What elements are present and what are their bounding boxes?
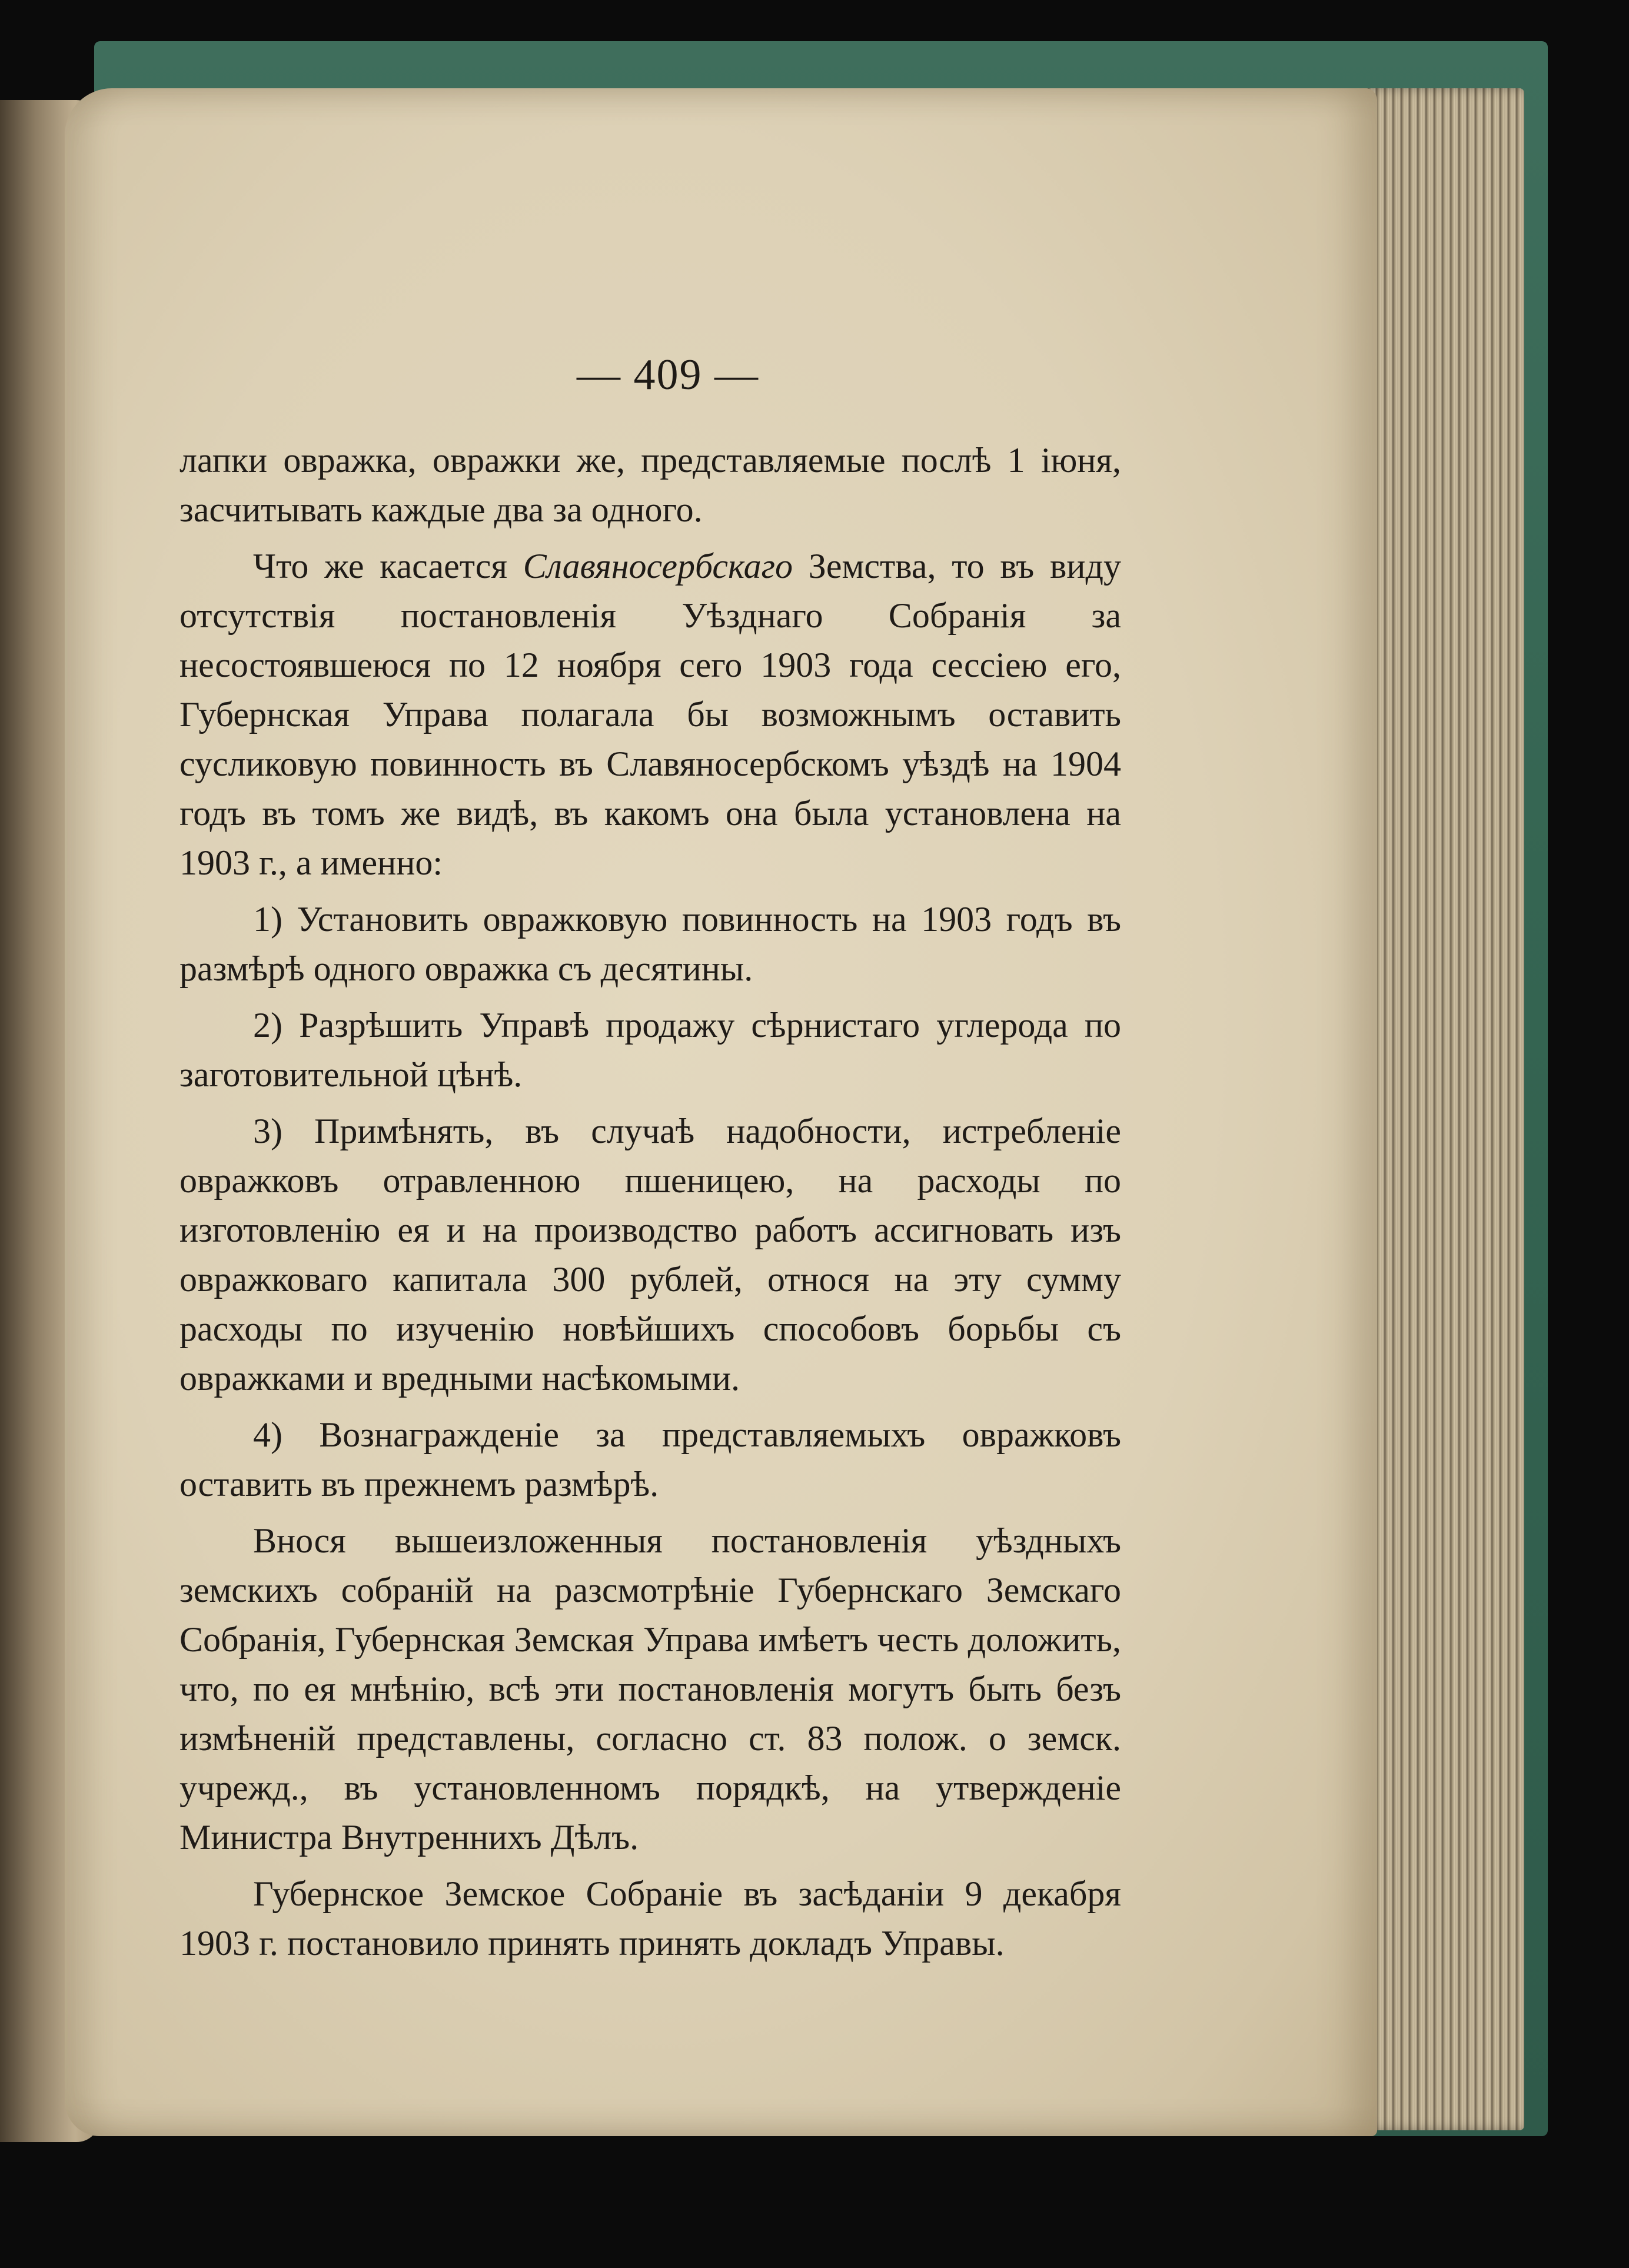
paragraph-6 <box>179 1410 1121 1509</box>
paragraph-4 <box>179 1000 1121 1099</box>
paragraph-8 <box>179 1869 1121 1968</box>
paragraph-5 <box>179 1106 1121 1403</box>
paragraph-7 <box>179 1516 1121 1862</box>
paragraph-4-text: 2) Разрѣшить Управѣ продажу сѣрнистаго углерода по заготовительной цѣнѣ. <box>179 1006 1121 1094</box>
paragraph-2-text-start: Что же касается <box>253 547 523 586</box>
paragraph-3-text: 1) Установить овражковую повинность на 1903 годъ въ размѣрѣ одного овражка съ десятины. <box>179 900 1121 988</box>
paragraph-5-text: 3) Примѣнять, въ случаѣ надобности, истребленіе овражковъ отравленною пшеницею, на расходы по изготовленію ея и на производство работъ ассигновать изъ овражковаго капитала 300 рублей, относя на эту сумму расходы по изученію новѣйшихъ способовъ борьбы съ овражками и вредными насѣкомыми. <box>179 1112 1121 1398</box>
paragraph-3 <box>179 894 1121 993</box>
paragraph-2-text-end: Земства, то въ виду отсутствія постановленія Уѣзднаго Собранія за несостоявшеюся по 12 ноября сего 1903 года сессіею его, Губернская Управа полагала бы возможнымъ оставить сусликовую повинность въ Славяносербскомъ уѣздѣ на 1904 годъ въ томъ же видѣ, въ какомъ она была установлена на 1903 г., а именно: <box>179 547 1121 882</box>
paragraph-1-text: лапки овражка, овражки же, представляемые послѣ 1 іюня, засчитывать каждые два за одного. <box>179 441 1121 529</box>
page-text <box>179 435 1121 1975</box>
paragraph-7-text: Внося вышеизложенныя постановленія уѣздныхъ земскихъ собраній на разсмотрѣніе Губернскаго Земскаго Собранія, Губернская Земская Управа имѣетъ честь доложить, что, по ея мнѣнію, всѣ эти постановленія могутъ быть безъ измѣненій представлены, согласно ст. 83 полож. о земск. учрежд., въ установленномъ порядкѣ, на утвержденіе Министра Внутреннихъ Дѣлъ. <box>179 1521 1121 1857</box>
paragraph-2 <box>179 541 1121 887</box>
paragraph-1 <box>179 435 1121 534</box>
paragraph-2-italic-name: Славяносербскаго <box>523 547 793 586</box>
book-page <box>65 88 1377 2136</box>
paragraph-8-text: Губернское Земское Собраніе въ засѣданіи 9 декабря 1903 г. постановило принять принять докладъ Управы. <box>179 1874 1121 1963</box>
paragraph-6-text: 4) Вознагражденіе за представляемыхъ овражковъ оставить въ прежнемъ размѣрѣ. <box>179 1415 1121 1504</box>
page-number: — 409 — <box>577 351 759 399</box>
